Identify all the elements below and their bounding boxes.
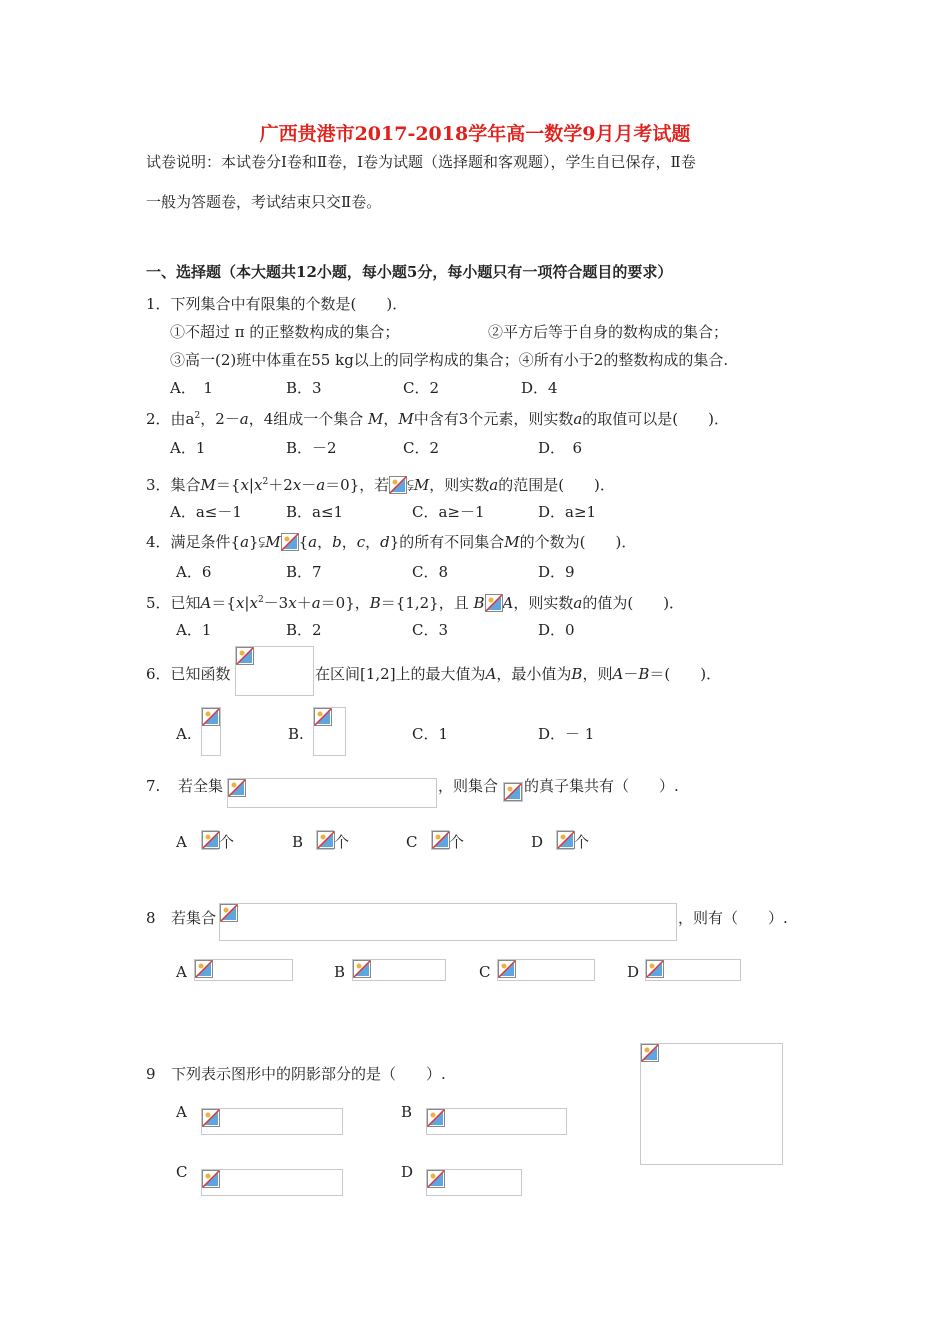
q7-universal-set-image — [227, 778, 437, 808]
q1-item1: ①不超过 π 的正整数构成的集合； — [170, 323, 400, 341]
q9-option-d-image — [426, 1169, 522, 1196]
broken-image-icon — [641, 1044, 659, 1062]
q3-option-d: D．a≥1 — [538, 503, 597, 521]
q8-option-b-label: B — [334, 963, 346, 981]
q7-option-c-unit: 个 — [449, 833, 465, 851]
q7-option-b-label: B — [292, 833, 304, 851]
broken-image-icon — [317, 831, 335, 849]
q5-option-c: C．3 — [412, 621, 449, 639]
q4-option-a: A．6 — [176, 563, 212, 581]
q2-option-a: A．1 — [170, 439, 206, 457]
q9-number: 9 — [146, 1065, 156, 1083]
q1-option-d: D．4 — [521, 379, 558, 397]
q5-option-b: B．2 — [286, 621, 322, 639]
q1-option-b: B．3 — [286, 379, 322, 397]
q5-stem: 5．已知$A=\{x|x^2-3x+a=0\}$，B＝{1,2}，且 B A，则实数a的值为( )． — [146, 594, 685, 612]
broken-image-icon — [389, 476, 407, 494]
broken-image-icon — [202, 1170, 220, 1188]
q9-option-a-image — [201, 1108, 343, 1135]
broken-image-icon — [485, 594, 503, 612]
q1-option-c: C．2 — [403, 379, 440, 397]
q7-stem-mid: ，则集合 — [438, 777, 499, 795]
q4-option-d: D．9 — [538, 563, 575, 581]
q7-option-d-image — [556, 830, 574, 850]
q8-option-c-label: C — [479, 963, 491, 981]
q8-set-image — [219, 903, 677, 941]
q3-option-c: C．a≥－1 — [412, 503, 485, 521]
intro-line-1: 试卷说明：本试卷分Ⅰ卷和Ⅱ卷，Ⅰ卷为试题（选择题和客观题），学生自已保存，Ⅱ卷 — [146, 153, 696, 171]
broken-image-icon — [427, 1109, 445, 1127]
q7-option-a-label: A — [176, 833, 187, 851]
q3-option-a: A．a≤－1 — [170, 503, 242, 521]
q7-option-d-unit: 个 — [574, 833, 590, 851]
q6-stem-end: 在区间[1,2]上的最大值为A，最小值为B，则A－B＝( )． — [315, 665, 722, 683]
q8-option-a-label: A — [176, 963, 187, 981]
q8-stem-start: 若集合 — [171, 909, 217, 927]
broken-image-icon — [646, 960, 664, 978]
q4-stem: 4．满足条件{a}⫋M {a，b，c，d}的所有不同集合M的个数为( )． — [146, 533, 637, 551]
q1-item34: ③高一(2)班中体重在55 kg以上的同学构成的集合；④所有小于2的整数构成的集合. — [170, 351, 729, 369]
intro-line-2: 一般为答题卷，考试结束只交Ⅱ卷。 — [146, 193, 382, 211]
q8-stem-end: ，则有（ ）. — [678, 909, 788, 927]
q4-option-c: C．8 — [412, 563, 449, 581]
q9-option-a-label: A — [176, 1103, 187, 1121]
q7-option-a-unit: 个 — [219, 833, 235, 851]
q7-number: 7. — [146, 777, 161, 795]
q9-option-b-label: B — [401, 1103, 413, 1121]
section-heading: 一、选择题（本大题共12小题，每小题5分，每小题只有一项符合题目的要求） — [146, 263, 673, 281]
broken-image-icon — [195, 960, 213, 978]
q8-option-d-image — [645, 959, 741, 981]
q7-option-c-image — [431, 830, 449, 850]
broken-image-icon — [314, 708, 332, 726]
q7-set-image — [503, 782, 523, 802]
broken-image-icon — [427, 1170, 445, 1188]
q5-option-a: A．1 — [176, 621, 212, 639]
q1-option-a: A． 1 — [170, 379, 213, 397]
q9-venn-diagram-image — [640, 1043, 783, 1165]
q9-option-c-image — [201, 1169, 343, 1196]
broken-image-icon — [202, 708, 220, 726]
q7-option-b-image — [316, 830, 334, 850]
q8-option-c-image — [497, 959, 595, 981]
q6-option-a-image — [201, 707, 221, 756]
q6-stem-start: 6．已知函数 — [146, 665, 231, 683]
q9-option-c-label: C — [176, 1163, 188, 1181]
broken-image-icon — [281, 533, 299, 551]
q2-option-d: D． 6 — [538, 439, 583, 457]
broken-image-icon — [504, 783, 522, 801]
q6-option-b-image — [313, 707, 346, 756]
q9-option-d-label: D — [401, 1163, 414, 1181]
broken-image-icon — [557, 831, 575, 849]
q1-stem: 1．下列集合中有限集的个数是( )． — [146, 295, 408, 313]
q7-option-d-label: D — [531, 833, 544, 851]
broken-image-icon — [228, 779, 246, 797]
q7-stem-start: 若全集 — [178, 777, 224, 795]
broken-image-icon — [236, 647, 254, 665]
q6-option-b: B. — [288, 725, 304, 743]
q2-option-c: C．2 — [403, 439, 440, 457]
q7-option-a-image — [201, 830, 219, 850]
broken-image-icon — [353, 960, 371, 978]
q7-option-c-label: C — [406, 833, 418, 851]
q3-stem: 3．集合$M=\{x|x^2+2x-a=0\}$，若 ⫋M，则实数a的范围是( )． — [146, 476, 615, 494]
q6-option-a: A. — [176, 725, 192, 743]
page-title: 广西贵港市2017-2018学年高一数学9月月考试题 — [259, 123, 691, 145]
q8-option-b-image — [352, 959, 446, 981]
q5-option-d: D．0 — [538, 621, 575, 639]
q8-option-d-label: D — [627, 963, 640, 981]
broken-image-icon — [498, 960, 516, 978]
q6-option-d: D．－ 1 — [538, 725, 595, 743]
q1-item2: ②平方后等于自身的数构成的集合； — [488, 323, 729, 341]
q6-function-image — [235, 646, 314, 696]
q6-option-c: C．1 — [412, 725, 449, 743]
q2-option-b: B．－2 — [286, 439, 337, 457]
broken-image-icon — [202, 1109, 220, 1127]
q9-option-b-image — [426, 1108, 567, 1135]
q4-option-b: B．7 — [286, 563, 322, 581]
broken-image-icon — [220, 904, 238, 922]
q2-stem: 2．由$a^2$，2－a，4组成一个集合 M，M中含有3个元素，则实数a的取值可以是( )． — [146, 410, 729, 428]
q8-option-a-image — [194, 959, 293, 981]
q7-option-b-unit: 个 — [334, 833, 350, 851]
q3-option-b: B．a≤1 — [286, 503, 344, 521]
broken-image-icon — [432, 831, 450, 849]
broken-image-icon — [202, 831, 220, 849]
q8-number: 8 — [146, 909, 156, 927]
q7-stem-end: 的真子集共有（ ）. — [524, 777, 679, 795]
q9-stem: 下列表示图形中的阴影部分的是（ ）. — [171, 1065, 446, 1083]
